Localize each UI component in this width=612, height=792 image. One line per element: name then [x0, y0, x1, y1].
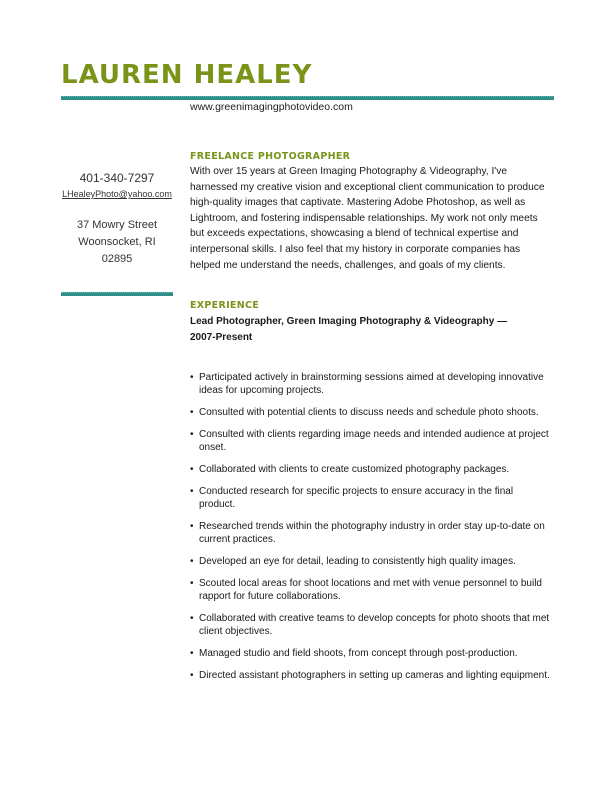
- experience-heading: EXPERIENCE: [190, 300, 260, 311]
- bullet-text: Scouted local areas for shoot locations and met with venue personnel to build rapport for future collaborations.: [199, 578, 542, 602]
- bullet-text: Directed assistant photographers in setting up cameras and lighting equipment.: [199, 670, 550, 681]
- list-item: [190, 520, 550, 546]
- bullet-text: Consulted with clients regarding image needs and intended audience at project onset.: [199, 429, 549, 453]
- bullet-text: Consulted with potential clients to discuss needs and schedule photo shoots.: [199, 407, 539, 418]
- list-item: [190, 406, 550, 419]
- bullet-text: Participated actively in brainstorming sessions aimed at developing innovative ideas for upcoming projects.: [199, 372, 544, 396]
- list-item: [190, 555, 550, 568]
- bullet-text: Collaborated with clients to create customized photography packages.: [199, 464, 510, 475]
- resume-name: LAUREN HEALEY: [61, 60, 313, 90]
- list-item: [190, 371, 550, 397]
- summary-text: With over 15 years at Green Imaging Photography & Videography, I've harnessed my creative vision and exceptional client communication to produce high-quality images that captivate. Mastering Adobe Photoshop, as well as Lightroom, and fostering indispensable relationships. My work not only meets but exceeds expectations, showcasing a blend of technical expertise and interpersonal skills. I also feel that my history in corporate companies has helped me understand the needs, challenges, and goals of my clients.: [190, 166, 545, 271]
- bullet-icon: •: [190, 372, 194, 383]
- website-url: www.greenimagingphotovideo.com: [190, 101, 353, 113]
- bullet-text: Conducted research for specific projects to ensure accuracy in the final product.: [199, 486, 514, 510]
- list-item: [190, 647, 550, 660]
- list-item: [190, 485, 550, 511]
- bullet-icon: •: [190, 670, 194, 681]
- bullet-icon: •: [190, 486, 194, 497]
- bullet-text: Collaborated with creative teams to develop concepts for photo shoots that met client objectives.: [199, 613, 550, 637]
- list-item: [190, 577, 550, 603]
- contact-street: 37 Mowry Street: [76, 219, 158, 231]
- experience-bullet-list: [190, 371, 550, 691]
- list-item: [190, 428, 550, 454]
- bullet-text: Developed an eye for detail, leading to consistently high quality images.: [199, 556, 516, 567]
- contact-email[interactable]: LHealeyPhoto@yahoo.com: [62, 189, 172, 199]
- bullet-text: Managed studio and field shoots, from concept through post-production.: [199, 648, 518, 659]
- sidebar-divider: [61, 292, 173, 296]
- summary-heading: FREELANCE PHOTOGRAPHER: [190, 151, 351, 162]
- bullet-icon: •: [190, 407, 194, 418]
- bullet-icon: •: [190, 556, 194, 567]
- header-divider: [61, 96, 554, 100]
- contact-zip: 02895: [101, 253, 133, 265]
- bullet-icon: •: [190, 648, 194, 659]
- bullet-icon: •: [190, 521, 194, 532]
- bullet-icon: •: [190, 578, 194, 589]
- contact-city: Woonsocket, RI: [78, 236, 156, 248]
- bullet-icon: •: [190, 429, 194, 440]
- bullet-text: Researched trends within the photography industry in order stay up-to-date on current practices.: [199, 521, 545, 545]
- list-item: [190, 463, 550, 476]
- list-item: [190, 612, 550, 638]
- bullet-icon: •: [190, 613, 194, 624]
- list-item: [190, 669, 550, 682]
- job-title: Lead Photographer, Green Imaging Photography & Videography — 2007-Present: [190, 316, 508, 343]
- contact-phone: 401-340-7297: [79, 171, 155, 185]
- bullet-icon: •: [190, 464, 194, 475]
